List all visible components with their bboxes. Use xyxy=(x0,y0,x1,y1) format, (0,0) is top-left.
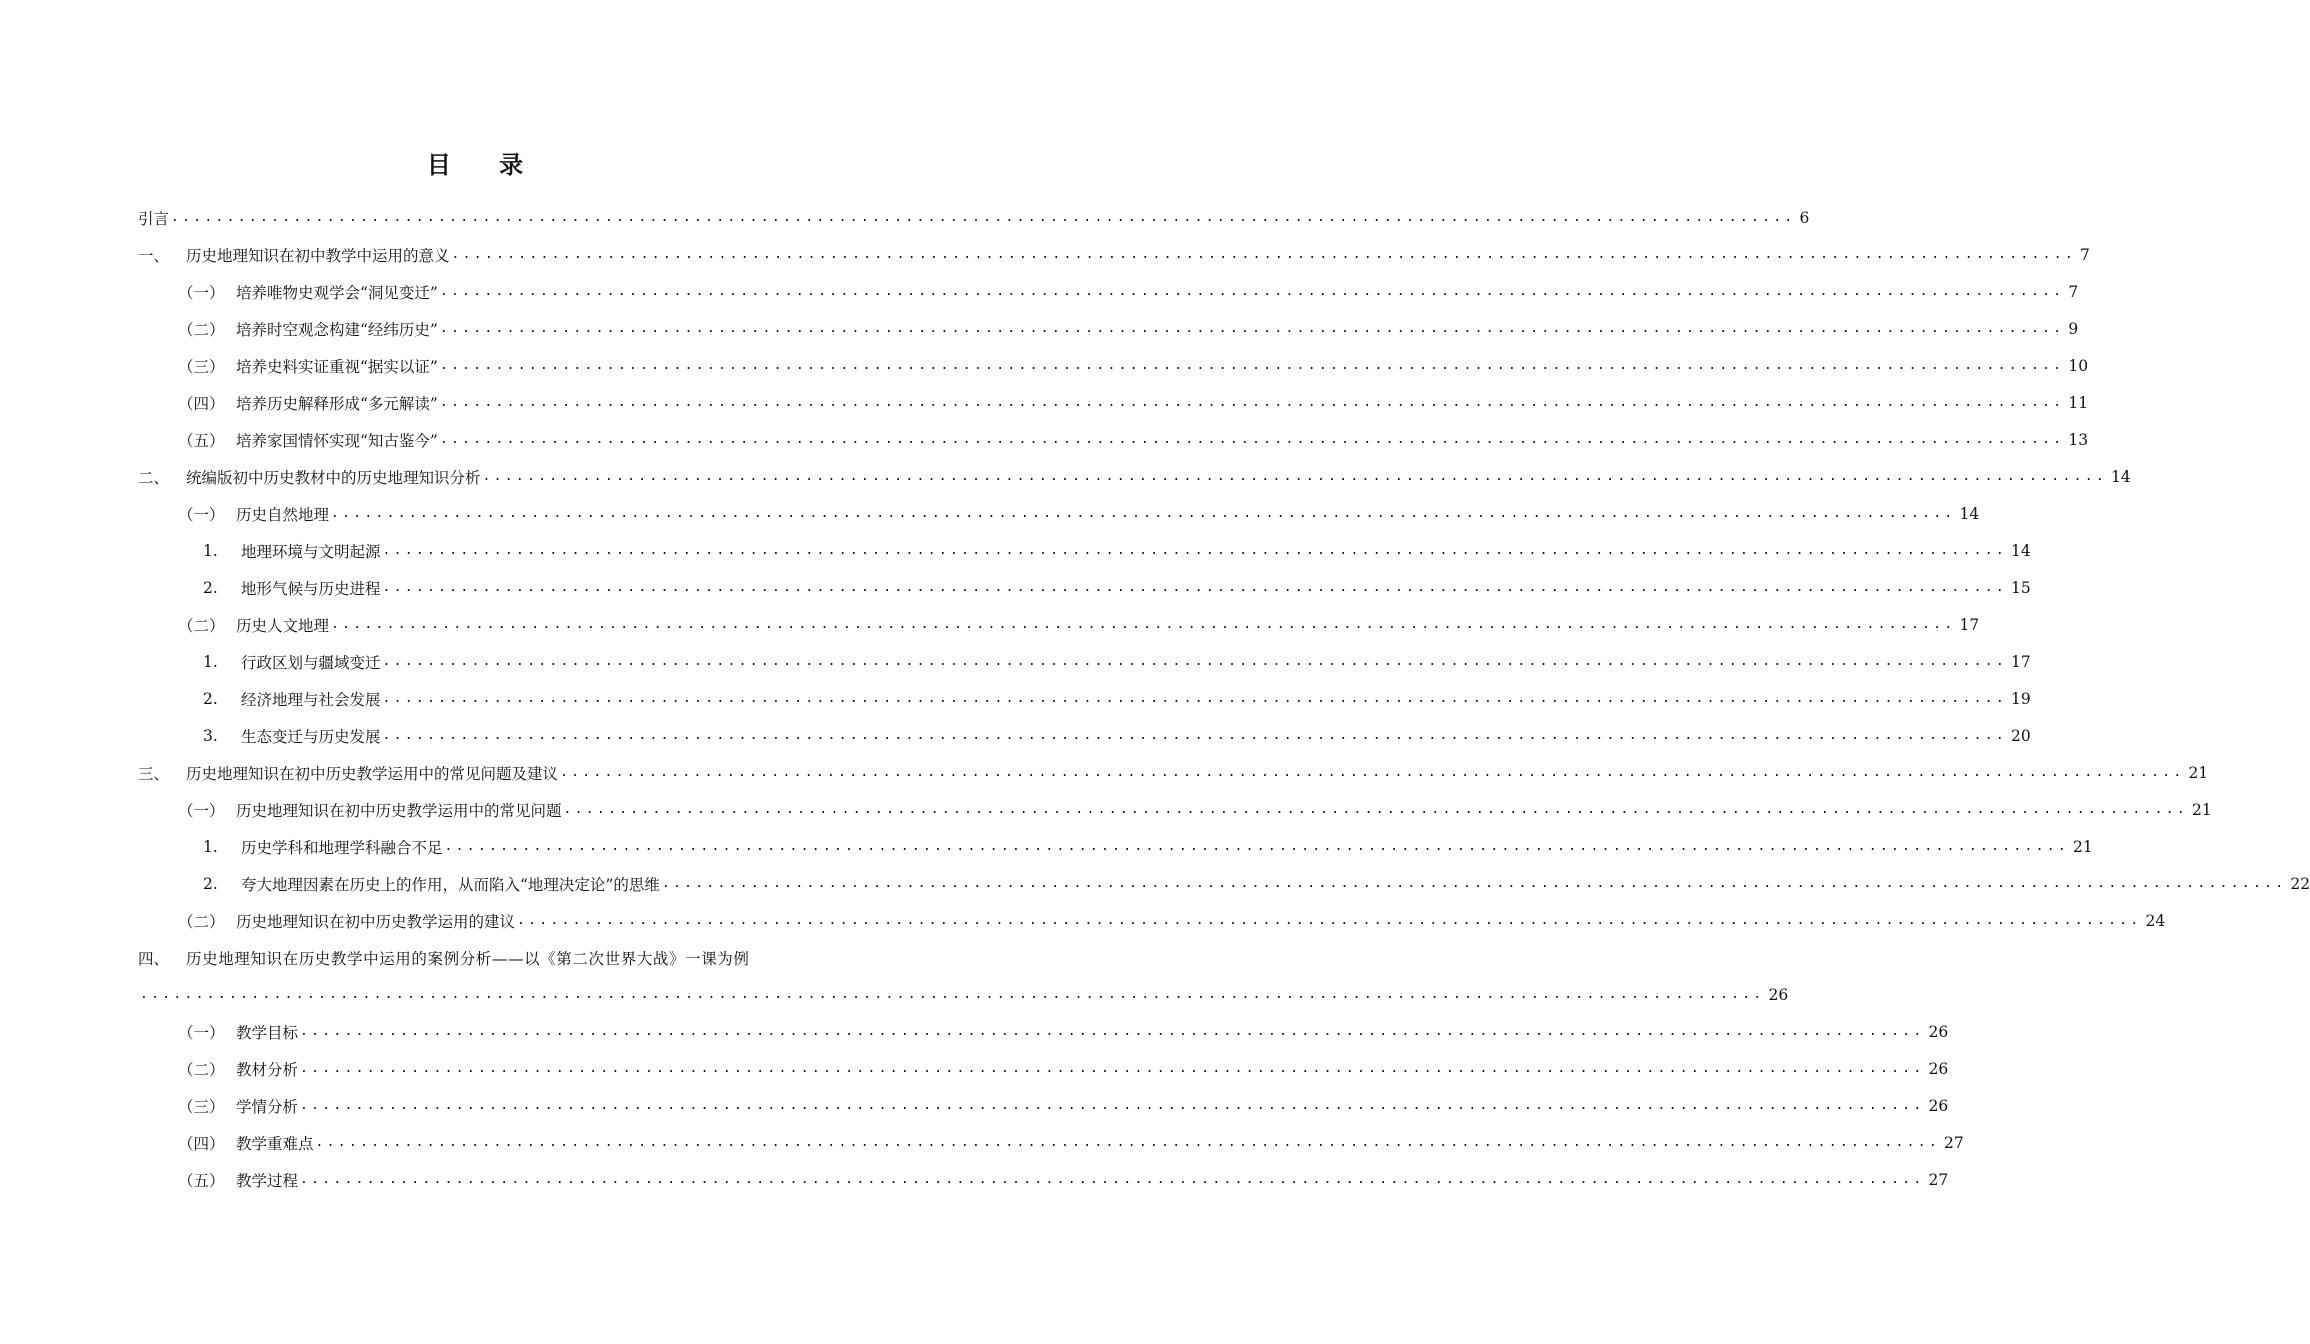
toc-entry[interactable] xyxy=(138,606,1980,643)
toc-entry-number: （二） xyxy=(178,320,225,339)
toc-entry[interactable] xyxy=(138,754,2209,791)
toc-page-number: 17 xyxy=(1959,615,1980,634)
toc-page-number: 26 xyxy=(1928,1059,1949,1078)
toc-page-number: 21 xyxy=(2192,800,2212,819)
toc-entry-number: （二） xyxy=(178,912,225,931)
leader-dots: .................................................................................................................................................. xyxy=(482,469,2108,484)
leader-dots: .................................................................................................................................................. xyxy=(315,1135,1941,1150)
toc-page-number: 6 xyxy=(1799,208,1810,227)
toc-entry-number: （三） xyxy=(178,1097,225,1116)
toc-entry-number: 1. xyxy=(203,837,218,856)
leader-dots: .................................................................................................................................................. xyxy=(300,1024,1925,1039)
toc-entry-text: 教材分析 xyxy=(236,1060,299,1079)
toc-page-number: 24 xyxy=(2145,911,2166,930)
toc-entry-number: （五） xyxy=(178,1171,225,1190)
toc-entry[interactable] xyxy=(138,273,2079,310)
toc-page-number: 9 xyxy=(2068,319,2079,338)
toc-entry[interactable] xyxy=(138,532,2031,569)
toc-entry-number: （五） xyxy=(178,431,225,450)
toc-entry[interactable] xyxy=(138,939,860,976)
toc-entry-number: 三、 xyxy=(138,764,170,783)
leader-dots: .................................................................................................................................................. xyxy=(382,543,2008,558)
toc-entry-number: 2. xyxy=(203,578,218,597)
toc-entry-text: 经济地理与社会发展 xyxy=(241,690,381,709)
toc-entry-number: （三） xyxy=(178,357,225,376)
leader-dots: .................................................................................................................................................. xyxy=(382,654,2008,669)
leader-dots: .................................................................................................................................................. xyxy=(560,765,2185,780)
toc-entry-text: 历史自然地理 xyxy=(236,505,330,524)
toc-entry-text: 培养家国情怀实现“知古鉴今” xyxy=(236,431,438,450)
toc-page-number: 7 xyxy=(2068,282,2079,301)
toc-page-number: 27 xyxy=(1944,1133,1964,1152)
toc-entry-number: 2. xyxy=(203,874,218,893)
toc-entry-text: 历史地理知识在历史教学中运用的案例分析——以《第二次世界大战》一课为例 xyxy=(186,949,750,968)
leader-dots: .................................................................................................................................................. xyxy=(300,1098,1925,1113)
leader-dots: .................................................................................................................................................. xyxy=(439,321,2065,336)
toc-entry-text: 夸大地理因素在历史上的作用，从而陷入“地理决定论”的思维 xyxy=(241,875,660,894)
leader-dots: .................................................................................................................................................. xyxy=(444,839,2070,854)
toc-page-number: 10 xyxy=(2068,356,2089,375)
toc-entry[interactable] xyxy=(138,791,2212,828)
toc-entry[interactable] xyxy=(138,643,2031,680)
toc-page-number: 27 xyxy=(1928,1170,1949,1189)
toc-entry[interactable] xyxy=(138,1013,1949,1050)
toc-entry-number: （二） xyxy=(178,616,225,635)
toc-entry-text: 历史学科和地理学科融合不足 xyxy=(241,838,443,857)
toc-entry-text: 培养史料实证重视“据实以证” xyxy=(236,357,438,376)
toc-page-number: 14 xyxy=(1959,504,1980,523)
table-of-contents xyxy=(138,199,2310,1198)
toc-entry-text: 地理环境与文明起源 xyxy=(241,542,381,561)
toc-entry[interactable] xyxy=(138,828,2093,865)
leader-dots: .................................................................................................................................................. xyxy=(140,987,1765,1002)
toc-entry[interactable] xyxy=(138,421,2089,458)
toc-entry-number: 四、 xyxy=(138,949,170,968)
toc-entry-text: 生态变迁与历史发展 xyxy=(241,727,381,746)
toc-entry-number: 一、 xyxy=(138,246,170,265)
toc-entry[interactable] xyxy=(138,569,2031,606)
leader-dots: .................................................................................................................................................. xyxy=(563,802,2189,817)
toc-entry-number: （一） xyxy=(178,505,225,524)
leader-dots: .................................................................................................................................................. xyxy=(331,617,1956,632)
toc-entry[interactable] xyxy=(138,458,2131,495)
toc-entry-number: 二、 xyxy=(138,468,170,487)
toc-entry-text: 教学目标 xyxy=(236,1023,299,1042)
toc-page-number: 15 xyxy=(2011,578,2031,597)
toc-entry-text: 历史地理知识在初中历史教学运用的建议 xyxy=(236,912,516,931)
toc-page-number: 14 xyxy=(2011,541,2031,560)
toc-entry-text: 历史地理知识在初中历史教学运用中的常见问题及建议 xyxy=(186,764,559,783)
toc-entry-text: 培养时空观念构建“经纬历史” xyxy=(236,320,438,339)
toc-entry-text: 统编版初中历史教材中的历史地理知识分析 xyxy=(186,468,481,487)
toc-entry[interactable] xyxy=(138,495,1980,532)
toc-entry-number: （一） xyxy=(178,283,225,302)
toc-entry-number: 3. xyxy=(203,726,218,745)
toc-entry[interactable] xyxy=(138,865,2310,902)
leader-dots: .................................................................................................................................................. xyxy=(331,506,1956,521)
leader-dots: .................................................................................................................................................. xyxy=(439,432,2065,447)
toc-page-number: 22 xyxy=(2290,874,2310,893)
toc-entry[interactable] xyxy=(138,1050,1949,1087)
toc-entry-text: 教学重难点 xyxy=(236,1134,314,1153)
toc-entry[interactable] xyxy=(138,384,2089,421)
leader-dots: .................................................................................................................................................. xyxy=(517,913,2142,928)
leader-dots: .................................................................................................................................................. xyxy=(171,210,1796,225)
toc-entry[interactable] xyxy=(138,1161,1949,1198)
leader-dots: .................................................................................................................................................. xyxy=(451,247,2077,262)
toc-entry-text: 历史地理知识在初中教学中运用的意义 xyxy=(186,246,450,265)
toc-entry[interactable] xyxy=(138,717,2031,754)
toc-entry-number: 2. xyxy=(203,689,218,708)
toc-entry-text: 教学过程 xyxy=(236,1171,299,1190)
toc-page-number: 21 xyxy=(2188,763,2209,782)
toc-entry-number: 1. xyxy=(203,652,218,671)
toc-page-number: 20 xyxy=(2011,726,2031,745)
toc-entry-text: 引言 xyxy=(138,209,170,228)
toc-entry-text: 地形气候与历史进程 xyxy=(241,579,381,598)
toc-page-number: 26 xyxy=(1768,985,1789,1004)
toc-title: 目 录 xyxy=(426,151,544,179)
leader-dots: .................................................................................................................................................. xyxy=(382,580,2008,595)
toc-entry[interactable] xyxy=(138,902,2166,939)
toc-entry-text: 培养历史解释形成“多元解读” xyxy=(236,394,438,413)
toc-entry[interactable] xyxy=(138,199,1810,236)
toc-entry[interactable] xyxy=(138,680,2031,717)
toc-entry-number: （四） xyxy=(178,394,225,413)
leader-dots: .................................................................................................................................................. xyxy=(439,395,2065,410)
leader-dots: .................................................................................................................................................. xyxy=(300,1172,1925,1187)
toc-entry-continuation[interactable] xyxy=(138,976,1789,1013)
toc-entry[interactable] xyxy=(138,310,2079,347)
toc-entry[interactable] xyxy=(138,347,2089,384)
toc-page-number: 11 xyxy=(2068,393,2089,412)
toc-page-number: 7 xyxy=(2080,245,2090,264)
toc-entry-number: （一） xyxy=(178,801,225,820)
toc-entry-number: （四） xyxy=(178,1134,225,1153)
leader-dots: .................................................................................................................................................. xyxy=(661,876,2287,891)
toc-entry-text: 历史地理知识在初中历史教学运用中的常见问题 xyxy=(236,801,562,820)
toc-entry[interactable] xyxy=(138,1124,1964,1161)
toc-page-number: 17 xyxy=(2011,652,2031,671)
toc-page-number: 21 xyxy=(2073,837,2093,856)
toc-entry-text: 培养唯物史观学会“洞见变迁” xyxy=(236,283,438,302)
toc-entry-text: 行政区划与疆域变迁 xyxy=(241,653,381,672)
leader-dots: .................................................................................................................................................. xyxy=(382,728,2008,743)
leader-dots: .................................................................................................................................................. xyxy=(300,1061,1925,1076)
toc-entry-number: （二） xyxy=(178,1060,225,1079)
leader-dots: .................................................................................................................................................. xyxy=(382,691,2008,706)
leader-dots: .................................................................................................................................................. xyxy=(439,358,2065,373)
toc-entry-number: 1. xyxy=(203,541,218,560)
toc-page-number: 26 xyxy=(1928,1022,1949,1041)
toc-page-number: 13 xyxy=(2068,430,2089,449)
leader-dots: .................................................................................................................................................. xyxy=(439,284,2065,299)
toc-entry[interactable] xyxy=(138,236,2090,273)
toc-page-number: 14 xyxy=(2111,467,2131,486)
toc-entry-number: （一） xyxy=(178,1023,225,1042)
toc-entry[interactable] xyxy=(138,1087,1949,1124)
toc-page-number: 26 xyxy=(1928,1096,1949,1115)
toc-page-number: 19 xyxy=(2011,689,2031,708)
toc-entry-text: 历史人文地理 xyxy=(236,616,330,635)
toc-entry-text: 学情分析 xyxy=(236,1097,299,1116)
